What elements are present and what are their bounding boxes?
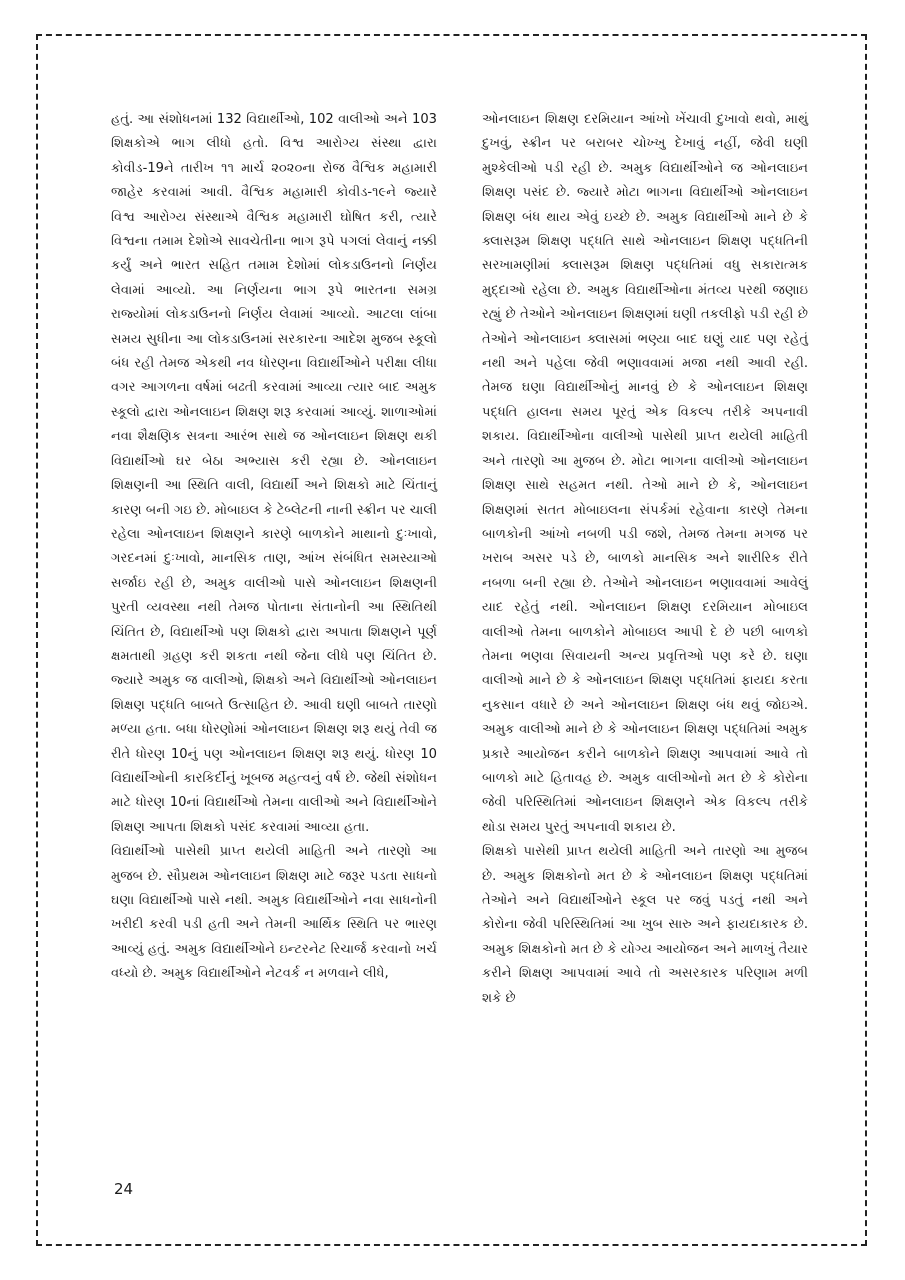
paragraph: વિદ્યાર્થીઓ પાસેથી પ્રાપ્ત થયેલી માહિતી અને તારણો આ મુજબ છે. સૌપ્રથમ ઓનલાઇન શિક્ષણ માટે જરૂર પડતા સાધનો ઘણા વિદ્યાર્થીઓ પાસે નથી. અમુક વિદ્યાર્થીઓને નવા સાધનોની ખરીદી કરવી પડી હતી અને તેમની આર્થિક સ્થિતિ પર ભારણ આવ્યું હતું. અમુક વિદ્યાર્થીઓને ઇન્ટરનેટ રિચાર્જ કરવાનો ખર્ચ વધ્યો છે. અમુક વિદ્યાર્થીઓને નેટવર્ક ન મળવાને લીધે, [111,844,437,982]
left-column [111,108,437,987]
page-number: 24 [114,1180,134,1198]
paragraph: ઓનલાઇન શિક્ષણ દરમિયાન આંખો ખેંચાવી દુખાવો થવો, માથું દુખવું, સ્ક્રીન પર બરાબર ચોખ્ખુ દેખાવું નહીં, જેવી ઘણી મુશ્કેલીઓ પડી રહી છે. અમુક વિદ્યાર્થીઓને જ ઓનલાઇન શિક્ષણ પસંદ છે. જ્યારે મોટા ભાગના વિદ્યાર્થીઓ ઓનલાઇન શિક્ષણ બંધ થાય એવું ઇચ્છે છે. અમુક વિદ્યાર્થીઓ માને છે કે ક્લાસરૂમ શિક્ષણ પદ્ધતિ સાથે ઓનલાઇન શિક્ષણ પદ્ધતિની સરખામણીમાં ક્લાસરૂમ શિક્ષણ પદ્ધતિમાં વધુ સકારાત્મક મુદ્દાઓ રહેલા છે. અમુક વિદ્યાર્થીઓના મંતવ્ય પરથી જણાઇ રહ્યું છે તેઓને ઓનલાઇન શિક્ષણમાં ઘણી તકલીફો પડી રહી છે તેઓને ઓનલાઇન ક્લાસમાં ભણ્યા બાદ ઘણું યાદ પણ રહેતું નથી અને પહેલા જેવી ભણાવવામાં મજા નથી આવી રહી. તેમજ ઘણા વિદ્યાર્થીઓનું માનવું છે કે ઓનલાઇન શિક્ષણ પદ્ધતિ હાલના સમય પૂરતું એક વિકલ્પ તરીકે અપનાવી શકાય. વિદ્યાર્થીઓના વાલીઓ પાસેથી પ્રાપ્ત થયેલી માહિતી અને તારણો આ મુજબ છે. મોટા ભાગના વાલીઓ ઓનલાઇન શિક્ષણ સાથે સહમત નથી. તેઓ માને છે કે, ઓનલાઇન શિક્ષણમાં સતત મોબાઇલના સંપર્કમાં રહેવાના કારણે તેમના બાળકોની આંખો નબળી પડી જશે, તેમજ તેમના મગજ પર ખરાબ અસર પડે છે, બાળકો માનસિક અને શારીરિક રીતે નબળા બની રહ્યા છે. તેઓને ઓનલાઇન ભણાવવામાં આવેલું યાદ રહેતું નથી. ઓનલાઇન શિક્ષણ દરમિયાન મોબાઇલ વાલીઓ તેમના બાળકોને મોબાઇલ આપી દે છે પછી બાળકો તેમના ભણવા સિવાયની અન્ય પ્રવૃત્તિઓ પણ કરે છે. ઘણા વાલીઓ માને છે કે ઓનલાઇન શિક્ષણ પદ્ધતિમાં ફાયદા કરતા નુકસાન વધારે છે અને ઓનલાઇન શિક્ષણ બંધ થવું જોઇએ. અમુક વાલીઓ માને છે કે ઓનલાઇન શિક્ષણ પદ્ધતિમાં અમુક પ્રકારે આયોજન કરીને બાળકોને શિક્ષણ આપવામાં આવે તો બાળકો માટે હિતાવહ છે. અમુક વાલીઓનો મત છે કે કોરોના જેવી પરિસ્થિતિમાં ઓનલાઇન શિક્ષણને એક વિકલ્પ તરીકે થોડા સમય પુરતું અપનાવી શકાય છે. [482,112,808,835]
right-column [482,108,808,1011]
paragraph: હતું. આ સંશોધનમાં 132 વિદ્યાર્થીઓ, 102 વાલીઓ અને 103 શિક્ષકોએ ભાગ લીધો હતો. વિશ્વ આરોગ્ય સંસ્થા દ્વારા કોવીડ-19ને તારીખ ૧૧ માર્ચ ૨૦૨૦ના રોજ વૈશ્વિક મહામારી જાહેર કરવામાં આવી. વૈશ્વિક મહામારી કોવીડ-૧૯ને જ્યારે વિશ્વ આરોગ્ય સંસ્થાએ વૈશ્વિક મહામારી ઘોષિત કરી, ત્યારે વિશ્વના તમામ દેશોએ સાવચેતીના ભાગ રૂપે પગલાં લેવાનું નક્કી કર્યું અને ભારત સહિત તમામ દેશોમાં લોકડાઉનનો નિર્ણય લેવામાં આવ્યો. આ નિર્ણયના ભાગ રૂપે ભારતના સમગ્ર રાજ્યોમાં લોકડાઉનનો નિર્ણય લેવામાં આવ્યો. આટલા લાંબા સમય સુધીના આ લોકડાઉનમાં સરકારના આદેશ મુજબ સ્કૂલો બંધ રહી તેમજ એકથી નવ ધોરણના વિદ્યાર્થીઓને પરીક્ષા લીધા વગર આગળના વર્ષમાં બઢતી કરવામાં આવ્યા ત્યાર બાદ અમુક સ્કૂલો દ્વારા ઓનલાઇન શિક્ષણ શરૂ કરવામાં આવ્યું. શાળાઓમાં નવા શૈક્ષણિક સત્રના આરંભ સાથે જ ઓનલાઇન શિક્ષણ થકી વિદ્યાર્થીઓ ઘર બેઠા અભ્યાસ કરી રહ્યા છે. ઓનલાઇન શિક્ષણની આ સ્થિતિ વાલી, વિદ્યાર્થી અને શિક્ષકો માટે ચિંતાનું કારણ બની ગઇ છે. મોબાઇલ કે ટેબ્લેટની નાની સ્ક્રીન પર ચાલી રહેલા ઓનલાઇન શિક્ષણને કારણે બાળકોને માથાનો દુઃખાવો, ગરદનમાં દુઃખાવો, માનસિક તાણ, આંખ સંબંધિત સમસ્યાઓ સર્જાઇ રહી છે, અમુક વાલીઓ પાસે ઓનલાઇન શિક્ષણની પુરતી વ્યવસ્થા નથી તેમજ પોતાના સંતાનોની આ સ્થિતિથી ચિંતિત છે, વિદ્યાર્થીઓ પણ શિક્ષકો દ્વારા અપાતા શિક્ષણને પૂર્ણ ક્ષમતાથી ગ્રહણ કરી શકતા નથી જેના લીધે પણ ચિંતિત છે. જ્યારે અમુક જ વાલીઓ, શિક્ષકો અને વિદ્યાર્થીઓ ઓનલાઇન શિક્ષણ પદ્ધતિ બાબતે ઉત્સાહિત છે. આવી ઘણી બાબતે તારણો મળ્યા હતા. બધા ધોરણોમાં ઓનલાઇન શિક્ષણ શરૂ થયું તેવી જ રીતે ધોરણ 10નું પણ ઓનલાઇન શિક્ષણ શરૂ થયું. ધોરણ 10 વિદ્યાર્થીઓની કારકિર્દીનું ખૂબજ મહત્વનું વર્ષ છે. જેથી સંશોધન માટે ધોરણ 10નાં વિદ્યાર્થીઓ તેમના વાલીઓ અને વિદ્યાર્થીઓને શિક્ષણ આપતા શિક્ષકો પસંદ કરવામાં આવ્યા હતા. [111,112,438,835]
paragraph: શિક્ષકો પાસેથી પ્રાપ્ત થયેલી માહિતી અને તારણો આ મુજબ છે. અમુક શિક્ષકોનો મત છે કે ઓનલાઇન શિક્ષણ પદ્ધતિમાં તેઓને અને વિદ્યાર્થીઓને સ્કૂલ પર જવું પડતું નથી અને કોરોના જેવી પરિસ્થિતિમાં આ ખુબ સારુ અને ફાયદાકારક છે. અમુક શિક્ષકોનો મત છે કે યોગ્ય આયોજન અને માળખું તૈયાર કરીને શિક્ષણ આપવામાં આવે તો અસરકારક પરિણામ મળી શકે છે [482,844,808,1006]
